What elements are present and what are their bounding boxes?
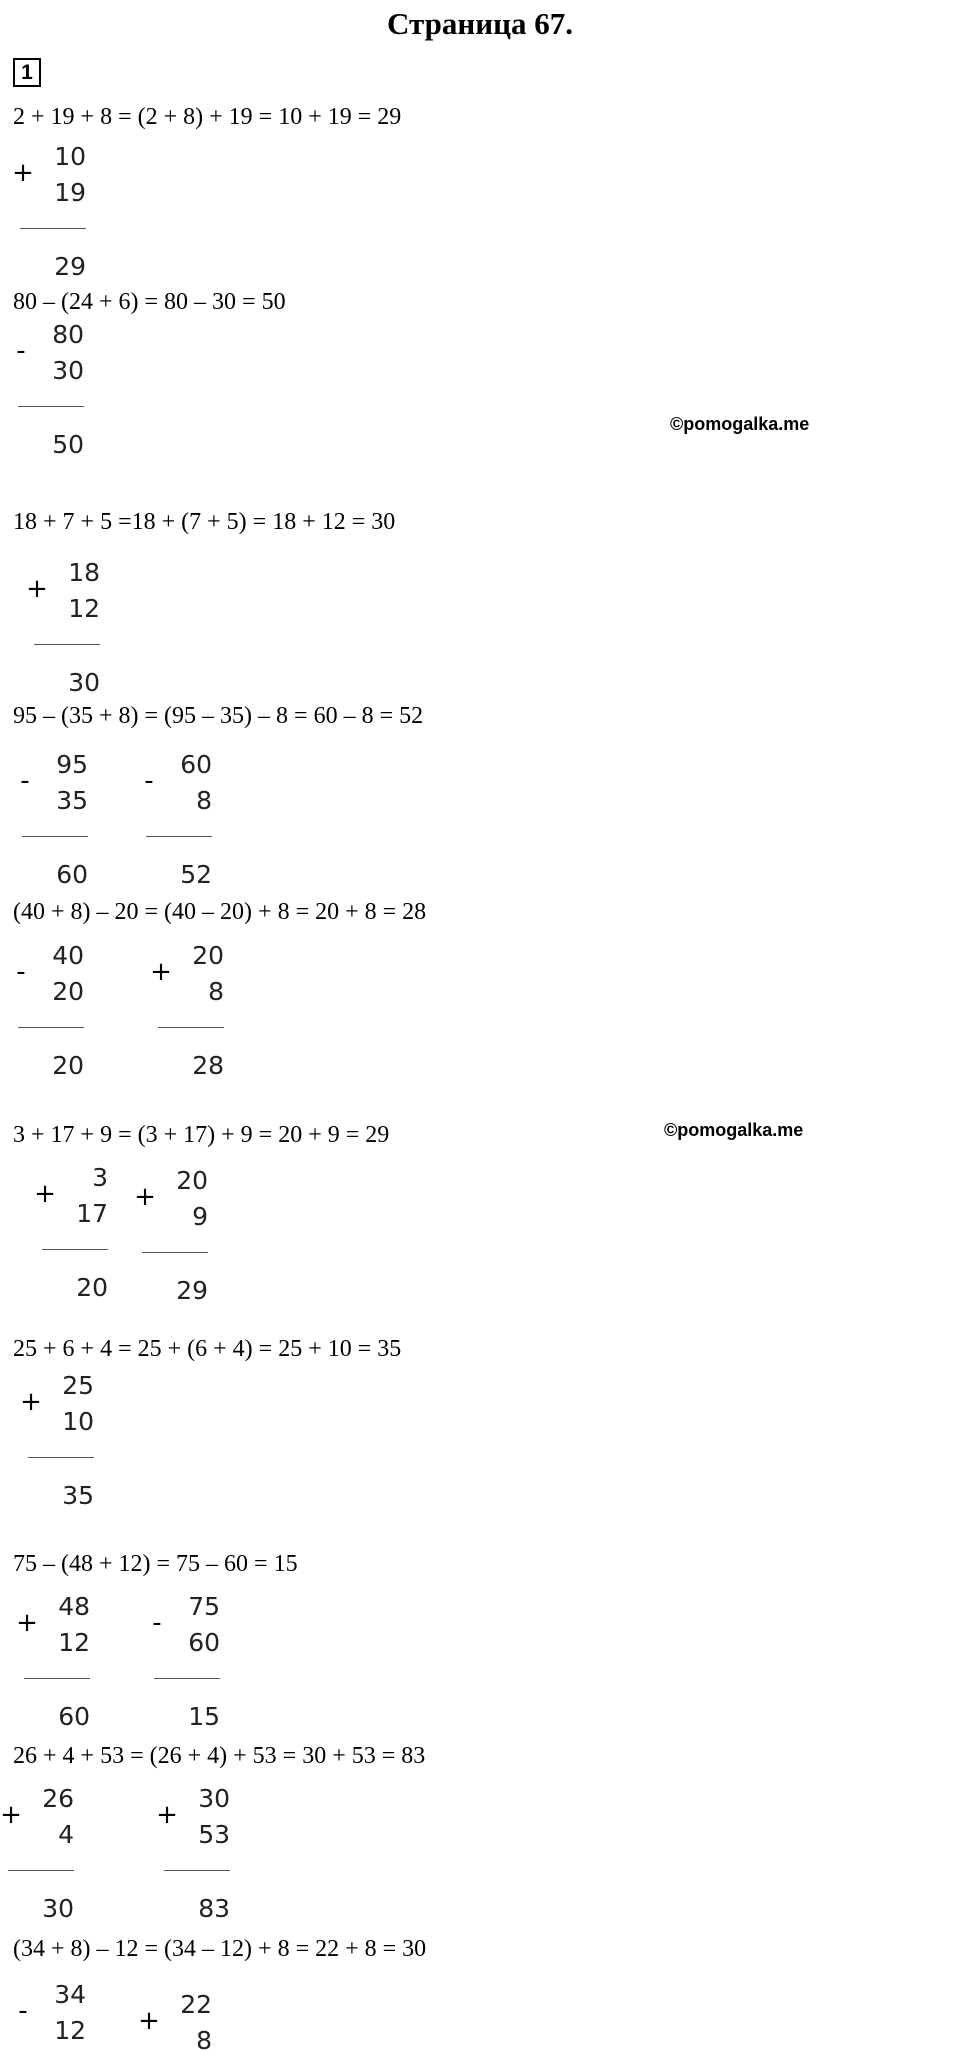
second-operand: 8 — [196, 2026, 212, 2055]
result-line — [146, 836, 212, 837]
second-operand: 17 — [76, 1199, 108, 1228]
second-operand: 19 — [54, 178, 86, 207]
equation-line: 25 + 6 + 4 = 25 + (6 + 4) = 25 + 10 = 35 — [13, 1336, 402, 1362]
equation-line: 18 + 7 + 5 =18 + (7 + 5) = 18 + 12 = 30 — [13, 509, 396, 535]
first-operand: 10 — [54, 142, 86, 171]
operator-sign: + — [20, 1387, 42, 1417]
equation-line: 80 – (24 + 6) = 80 – 30 = 50 — [13, 289, 286, 315]
column-result: 28 — [192, 1051, 224, 1080]
result-line — [142, 1252, 208, 1253]
watermark: ©pomogalka.me — [664, 1120, 804, 1140]
column-result: 15 — [188, 1702, 220, 1731]
column-result: 29 — [54, 252, 86, 281]
page-title: Страница 67. — [387, 6, 573, 41]
second-operand: 60 — [188, 1628, 220, 1657]
first-operand: 48 — [58, 1592, 90, 1621]
operator-sign: - — [20, 766, 30, 796]
column-result: 20 — [52, 1051, 84, 1080]
result-line — [18, 1027, 84, 1028]
first-operand: 34 — [54, 1980, 86, 2009]
second-operand: 8 — [208, 977, 224, 1006]
column-result: 30 — [42, 1894, 74, 1923]
first-operand: 60 — [180, 750, 212, 779]
first-operand: 25 — [62, 1371, 94, 1400]
first-operand: 80 — [52, 320, 84, 349]
first-operand: 20 — [192, 941, 224, 970]
operator-sign: - — [16, 336, 26, 366]
operator-sign: + — [156, 1800, 178, 1830]
operator-sign: + — [16, 1608, 38, 1638]
column-result: 60 — [56, 860, 88, 889]
column-result: 20 — [76, 1273, 108, 1302]
operator-sign: + — [138, 2006, 160, 2036]
column-result: 29 — [176, 1276, 208, 1305]
operator-sign: + — [134, 1182, 156, 1212]
operator-sign: - — [152, 1608, 162, 1638]
second-operand: 8 — [196, 786, 212, 815]
first-operand: 75 — [188, 1592, 220, 1621]
second-operand: 53 — [198, 1820, 230, 1849]
result-line — [18, 406, 84, 407]
equation-line: 95 – (35 + 8) = (95 – 35) – 8 = 60 – 8 = 52 — [13, 703, 424, 729]
result-line — [8, 1870, 74, 1871]
column-result: 30 — [68, 668, 100, 697]
column-result: 83 — [198, 1894, 230, 1923]
second-operand: 10 — [62, 1407, 94, 1436]
operator-sign: - — [144, 766, 154, 796]
operator-sign: + — [34, 1179, 56, 1209]
first-operand: 22 — [180, 1990, 212, 2019]
equation-line: 75 – (48 + 12) = 75 – 60 = 15 — [13, 1551, 298, 1577]
equation-line: 3 + 17 + 9 = (3 + 17) + 9 = 20 + 9 = 29 — [13, 1122, 390, 1148]
operator-sign: + — [150, 957, 172, 987]
column-result: 52 — [180, 860, 212, 889]
column-result: 35 — [62, 1481, 94, 1510]
task-number-badge: 1 — [13, 58, 41, 87]
first-operand: 26 — [42, 1784, 74, 1813]
result-line — [164, 1870, 230, 1871]
second-operand: 12 — [68, 594, 100, 623]
second-operand: 35 — [56, 786, 88, 815]
result-line — [34, 644, 100, 645]
second-operand: 12 — [54, 2016, 86, 2045]
operator-sign: + — [0, 1800, 22, 1830]
result-line — [20, 228, 86, 229]
operator-sign: - — [16, 957, 26, 987]
first-operand: 20 — [176, 1166, 208, 1195]
operator-sign: + — [26, 574, 48, 604]
second-operand: 20 — [52, 977, 84, 1006]
operator-sign: + — [12, 158, 34, 188]
watermark: ©pomogalka.me — [670, 414, 810, 434]
column-result: 60 — [58, 1702, 90, 1731]
second-operand: 30 — [52, 356, 84, 385]
first-operand: 18 — [68, 558, 100, 587]
first-operand: 30 — [198, 1784, 230, 1813]
result-line — [158, 1027, 224, 1028]
second-operand: 9 — [192, 1202, 208, 1231]
equation-line: (40 + 8) – 20 = (40 – 20) + 8 = 20 + 8 = 28 — [13, 899, 427, 925]
first-operand: 95 — [56, 750, 88, 779]
first-operand: 3 — [92, 1163, 108, 1192]
second-operand: 12 — [58, 1628, 90, 1657]
result-line — [154, 1678, 220, 1679]
result-line — [28, 1457, 94, 1458]
operator-sign: - — [18, 1996, 28, 2026]
result-line — [22, 836, 88, 837]
equation-line: 2 + 19 + 8 = (2 + 8) + 19 = 10 + 19 = 29 — [13, 104, 402, 130]
equation-line: 26 + 4 + 53 = (26 + 4) + 53 = 30 + 53 = 83 — [13, 1743, 426, 1769]
first-operand: 40 — [52, 941, 84, 970]
second-operand: 4 — [58, 1820, 74, 1849]
equation-line: (34 + 8) – 12 = (34 – 12) + 8 = 22 + 8 = 30 — [13, 1936, 427, 1962]
result-line — [24, 1678, 90, 1679]
result-line — [42, 1249, 108, 1250]
column-result: 50 — [52, 430, 84, 459]
